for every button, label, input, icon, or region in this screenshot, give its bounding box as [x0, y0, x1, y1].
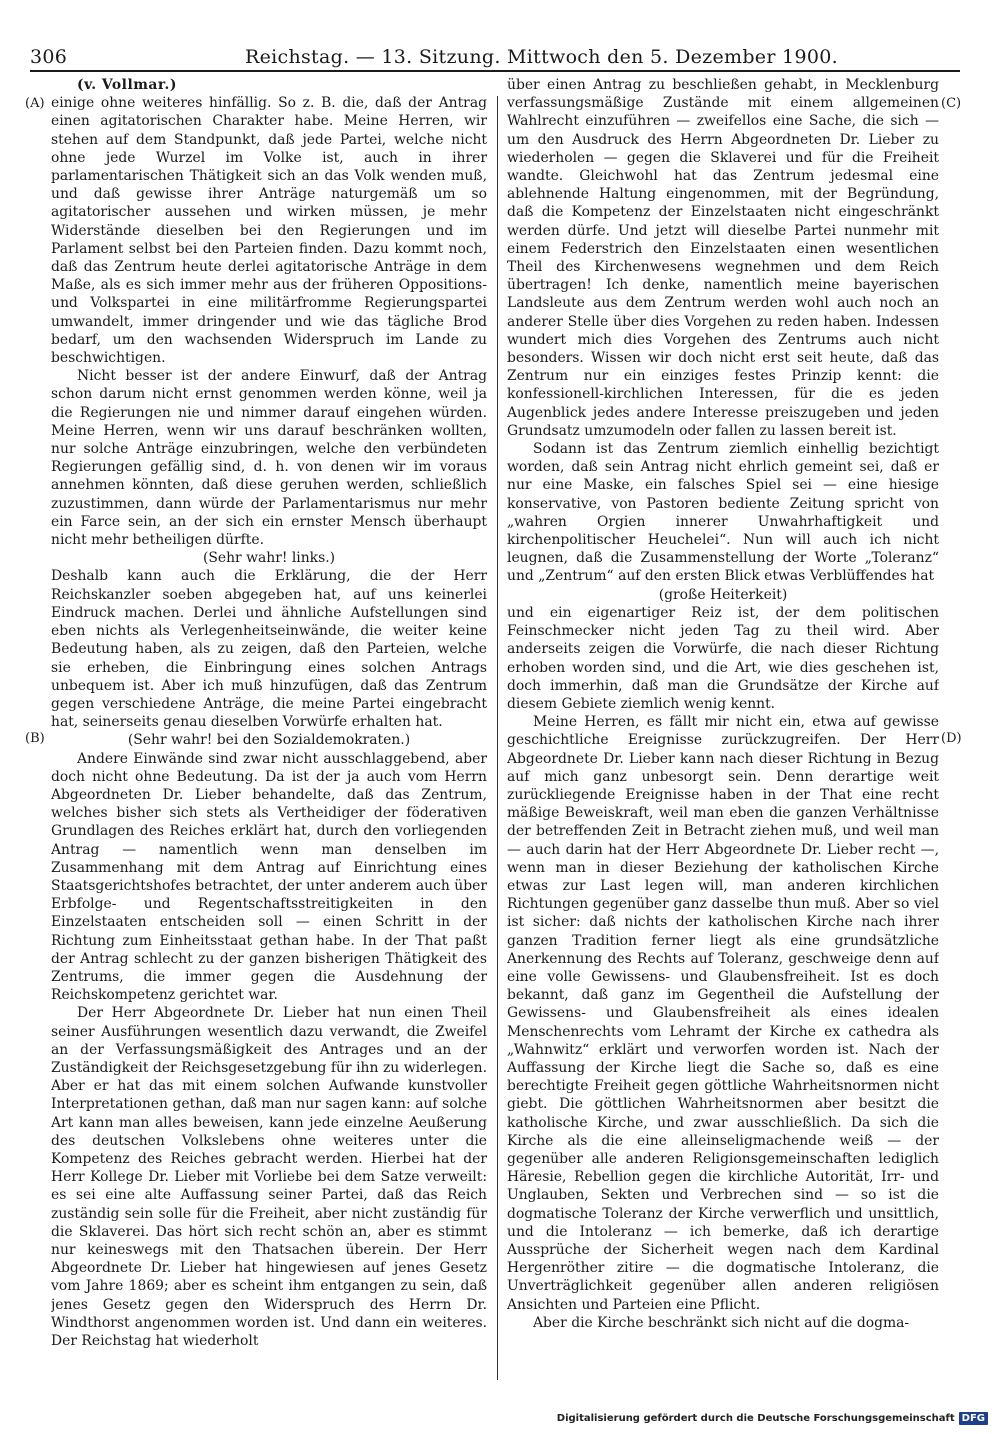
- left-column: [51, 76, 487, 1382]
- column-divider: [497, 96, 498, 1380]
- margin-marker-a: (A): [25, 96, 45, 111]
- interjection: (Sehr wahr! bei den Sozialdemokraten.): [127, 732, 411, 749]
- digitization-credit: [557, 1412, 988, 1425]
- credit-text: Digitalisierung gefördert durch die Deutsche Forschungsgemeinschaft: [556, 1413, 955, 1424]
- header-rule: [30, 70, 960, 72]
- right-paragraph-3: und ein eigenartiger Reiz ist, der dem politischen Feinschmecker nicht jeden Tag zu theil wird. Aber anderseits zeigen die Vorwürfe, die nach dieser Richtung erhoben worden sind, und die Art, wie dies geschehen ist, doch immerhin, daß man die Grundsätze der Kirche auf diesem Gebiete ziemlich wenig kennt.: [507, 604, 939, 712]
- margin-marker-d: (D): [941, 731, 962, 746]
- left-paragraph-2: Nicht besser ist der andere Einwurf, daß der Antrag schon darum nicht ernst genommen werden könne, weil ja die Regierungen nie und nimmer darauf eingehen würden. Meine Herren, wenn wir uns darauf beschränken wollten, nur solche Anträge einzubringen, welche den verbündeten Regierungen gefällig sind, d. h. von denen wir im voraus annehmen könnten, daß diese geruhen werden, schließlich zuzustimmen, dann würde der Parlamentarismus nur mehr ein Farce sein, an der sich ein ernster Mensch überhaupt nicht mehr betheiligen dürfte.: [51, 368, 487, 549]
- running-title: Reichstag. — 13. Sitzung. Mittwoch den 5. Dezember 1900.: [245, 46, 838, 68]
- margin-marker-b: (B): [25, 731, 45, 746]
- left-paragraph-4: Andere Einwände sind zwar nicht ausschlaggebend, aber doch nicht ohne Bedeutung. Da ist der ja auch vom Herrn Abgeordneten Dr. Lieber behandelte, daß das Zentrum, welches bisher sich stets als Vertheidiger der föderativen Grundlagen des Reiches erklärt hat, durch den vorliegenden Antrag — namentlich wenn man denselben im Zusammenhang mit dem Antrag auf Einrichtung eines Staatsgerichtshofes betrachtet, der unter anderem auch über Erbfolge- und Regentschaftsstreitigkeiten in den Einzelstaaten entscheiden soll — einen Schritt in der Richtung zum Einheitsstaat gethan habe. In der That paßt der Antrag schlecht zu der ganzen bisherigen Thätigkeit des Zentrums, die immer gegen die Ausdehnung der Reichskompetenz gerichtet war.: [51, 750, 487, 1004]
- right-column: [507, 76, 939, 1382]
- speaker-name: (v. Vollmar.): [77, 77, 177, 93]
- right-paragraph-2: Sodann ist das Zentrum ziemlich einhellig bezichtigt worden, daß sein Antrag nicht ehrlich gemeint sei, daß er nur eine Maske, ein falsches Spiel sei — eine hiesige konservative, von Pastoren bediente Zeitung spricht von „wahren Orgien innerer Unwahrhaftigkeit und kirchenpolitischer Heuchelei“. Nun will auch ich nicht leugnen, daß die Zusammenstellung der Worte „Toleranz“ und „Zentrum“ auf den ersten Blick etwas Verblüffendes hat: [507, 441, 939, 585]
- dfg-logo-icon: DFG: [959, 1412, 988, 1425]
- left-paragraph-5: Der Herr Abgeordnete Dr. Lieber hat nun einen Theil seiner Ausführungen wesentlich dazu verwandt, die Zweifel an der Verfassungsmäßigkeit des Antrages und an der Zuständigkeit der Reichsgesetzgebung für ihn zu widerlegen. Aber er hat das mit einem solchen Aufwande kunstvoller Interpretationen gethan, daß man nur sagen kann: auf solche Art kann man alles beweisen, kann jede einzelne Aeußerung des deutschen Volkslebens ohne weiteres unter die Kompetenz des Reiches gebracht werden. Hierbei hat der Herr Kollege Dr. Lieber mit Vorliebe bei dem Satze verweilt: es sei eine alte Auffassung seiner Partei, daß das Reich zuständig sein solle für die Freiheit, aber nicht zuständig für die Sklaverei. Das hört sich recht schön an, aber es stimmt nur keineswegs mit den Thatsachen überein. Der Herr Abgeordnete Dr. Lieber hat hingewiesen auf jenes Gesetz vom Jahre 1869; aber es scheint ihm entgangen zu sein, daß jenes Gesetz gegen den Widerspruch des Herrn Dr. Windthorst angenommen worden ist. Und dann ein weiteres. Der Reichstag hat wiederholt: [51, 1005, 487, 1350]
- right-paragraph-5: Aber die Kirche beschränkt sich nicht auf die dogma-: [533, 1314, 910, 1331]
- interjection: (Sehr wahr! links.): [202, 550, 336, 567]
- right-paragraph-1: über einen Antrag zu beschließen gehabt, in Mecklenburg verfassungsmäßige Zustände mit einem allgemeinen Wahlrecht einzuführen — zweifellos eine Sache, die sich — um den Ausdruck des Herrn Abgeordneten Dr. Lieber zu wiederholen — gegen die Sklaverei und für die Freiheit wandte. Gleichwohl hat das Zentrum jedesmal eine ablehnende Haltung eingenommen, mit der Begründung, daß die Kompetenz der Einzelstaaten nicht eingeschränkt werden dürfe. Und jetzt will dieselbe Partei nunmehr mit einem Federstrich den Einzelstaaten einen wesentlichen Theil des Kirchenwesens wegnehmen und dem Reich übertragen! Ich denke, namentlich meine bayerischen Landsleute aus dem Zentrum werden wohl auch noch an anderer Stelle über dies Vorgehen zu reden haben. Indessen wundert mich dies Vorgehen des Zentrums auch nicht besonders. Wissen wir doch nicht erst seit heute, daß das Zentrum nur ein einziges festes Prinzip kennt: die konfessionell-kirchlichen Interessen, für die es jeden Augenblick jedes andere Interesse preiszugeben und jeden Grundsatz umzumodeln oder fallen zu lassen bereit ist.: [507, 77, 939, 439]
- right-paragraph-4: Meine Herren, es fällt mir nicht ein, etwa auf gewisse geschichtliche Ereignisse zurückzugreifen. Der Herr Abgeordnete Dr. Lieber kann nach dieser Richtung in Bezug auf mich ganz unbesorgt sein. Denn derartige weit zurückliegende Ereignisse haben in der That eine recht mäßige Beweiskraft, weil man eben die ganzen Verhältnisse der betreffenden Zeit in Betracht ziehen muß, und weil man — auch darin hat der Herr Abgeordnete Dr. Lieber recht —, wenn man in dieser Beziehung der katholischen Kirche etwas zur Last legen will, man anderen kirchlichen Richtungen gegenüber ganz dasselbe thun muß. Aber so viel ist sicher: daß nichts der katholischen Kirche nach ihrer ganzen Tradition ferner liegt als eine grundsätzliche Anerkennung des Rechts auf Toleranz, geschweige denn auf eine volle Gewissens- und Glaubensfreiheit. Ist es doch bekannt, daß ganz im Gegentheil die Aufstellung der Gewissens- und Glaubensfreiheit als eines idealen Menschenrechts vom Lehramt der Kirche ex cathedra als „Wahnwitz“ erklärt und verworfen worden ist. Nach der Auffassung der Kirche liegt die Sache so, daß es eine berechtigte Freiheit gegen göttliche Wahrheitsnormen nicht giebt. Die göttlichen Wahrheitsnormen aber besitzt die katholische Kirche, und zwar ausschließlich. Da sich die Kirche als die eine alleinseligmachende weiß — der gegenüber alle anderen Religionsgemeinschaften lediglich Häresie, Rebellion gegen die kirchliche Autorität, Irr- und Unglauben, Sekten und Verbrechen sind — so ist die dogmatische Toleranz der Kirche verwerflich und unsittlich, und die Intoleranz — ich bemerke, daß ich derartige Aussprüche der Sicherheit wegen nach dem Kardinal Hergenröther zitire — die dogmatische Intoleranz, die Unverträglichkeit gegenüber allen anderen religiösen Ansichten und Parteien eine Pflicht.: [507, 714, 939, 1313]
- interjection: (große Heiterkeit): [658, 586, 788, 603]
- margin-marker-c: (C): [941, 96, 962, 111]
- page-number: 306: [30, 46, 68, 68]
- left-paragraph-1: einige ohne weiteres hinfällig. So z. B. die, daß der Antrag einen agitatorischen Charakter habe. Meine Herren, wir stehen auf dem Standpunkt, daß jede Partei, welche nicht ohne jede Wurzel im Volke ist, auch in ihrer parlamentarischen Thätigkeit sich an das Volk wenden muß, und daß gewisse ihrer Anträge naturgemäß um so agitatorischer aussehen und wirken müssen, je mehr Widerstände dieselben bei den Regierungen und im Parlament selbst bei den Parteien finden. Dazu kommt noch, daß das Zentrum heute derlei agitatorische Anträge in dem Maße, als es sich immer mehr aus der früheren Oppositions- und Volkspartei in eine militärfromme Regierungspartei umwandelt, immer dringender und wie das tägliche Brod bedarf, um den wachsenden Widerspruch im Lande zu beschwichtigen.: [51, 95, 487, 367]
- left-paragraph-3: Deshalb kann auch die Erklärung, die der Herr Reichskanzler soeben abgegeben hat, auf uns keinerlei Eindruck machen. Derlei und ähnliche Aufstellungen sind eben nichts als Verlegenheitseinwände, die weiter keine Bedeutung haben, als zu zeigen, daß den Parteien, welche sie erheben, die Einbringung eines solchen Antrags unbequem ist. Aber ich muß hinzufügen, daß das Zentrum gegen verschiedene Anträge, die meine Partei eingebracht hat, seinerseits genau dieselben Vorwürfe erhalten hat.: [51, 568, 487, 731]
